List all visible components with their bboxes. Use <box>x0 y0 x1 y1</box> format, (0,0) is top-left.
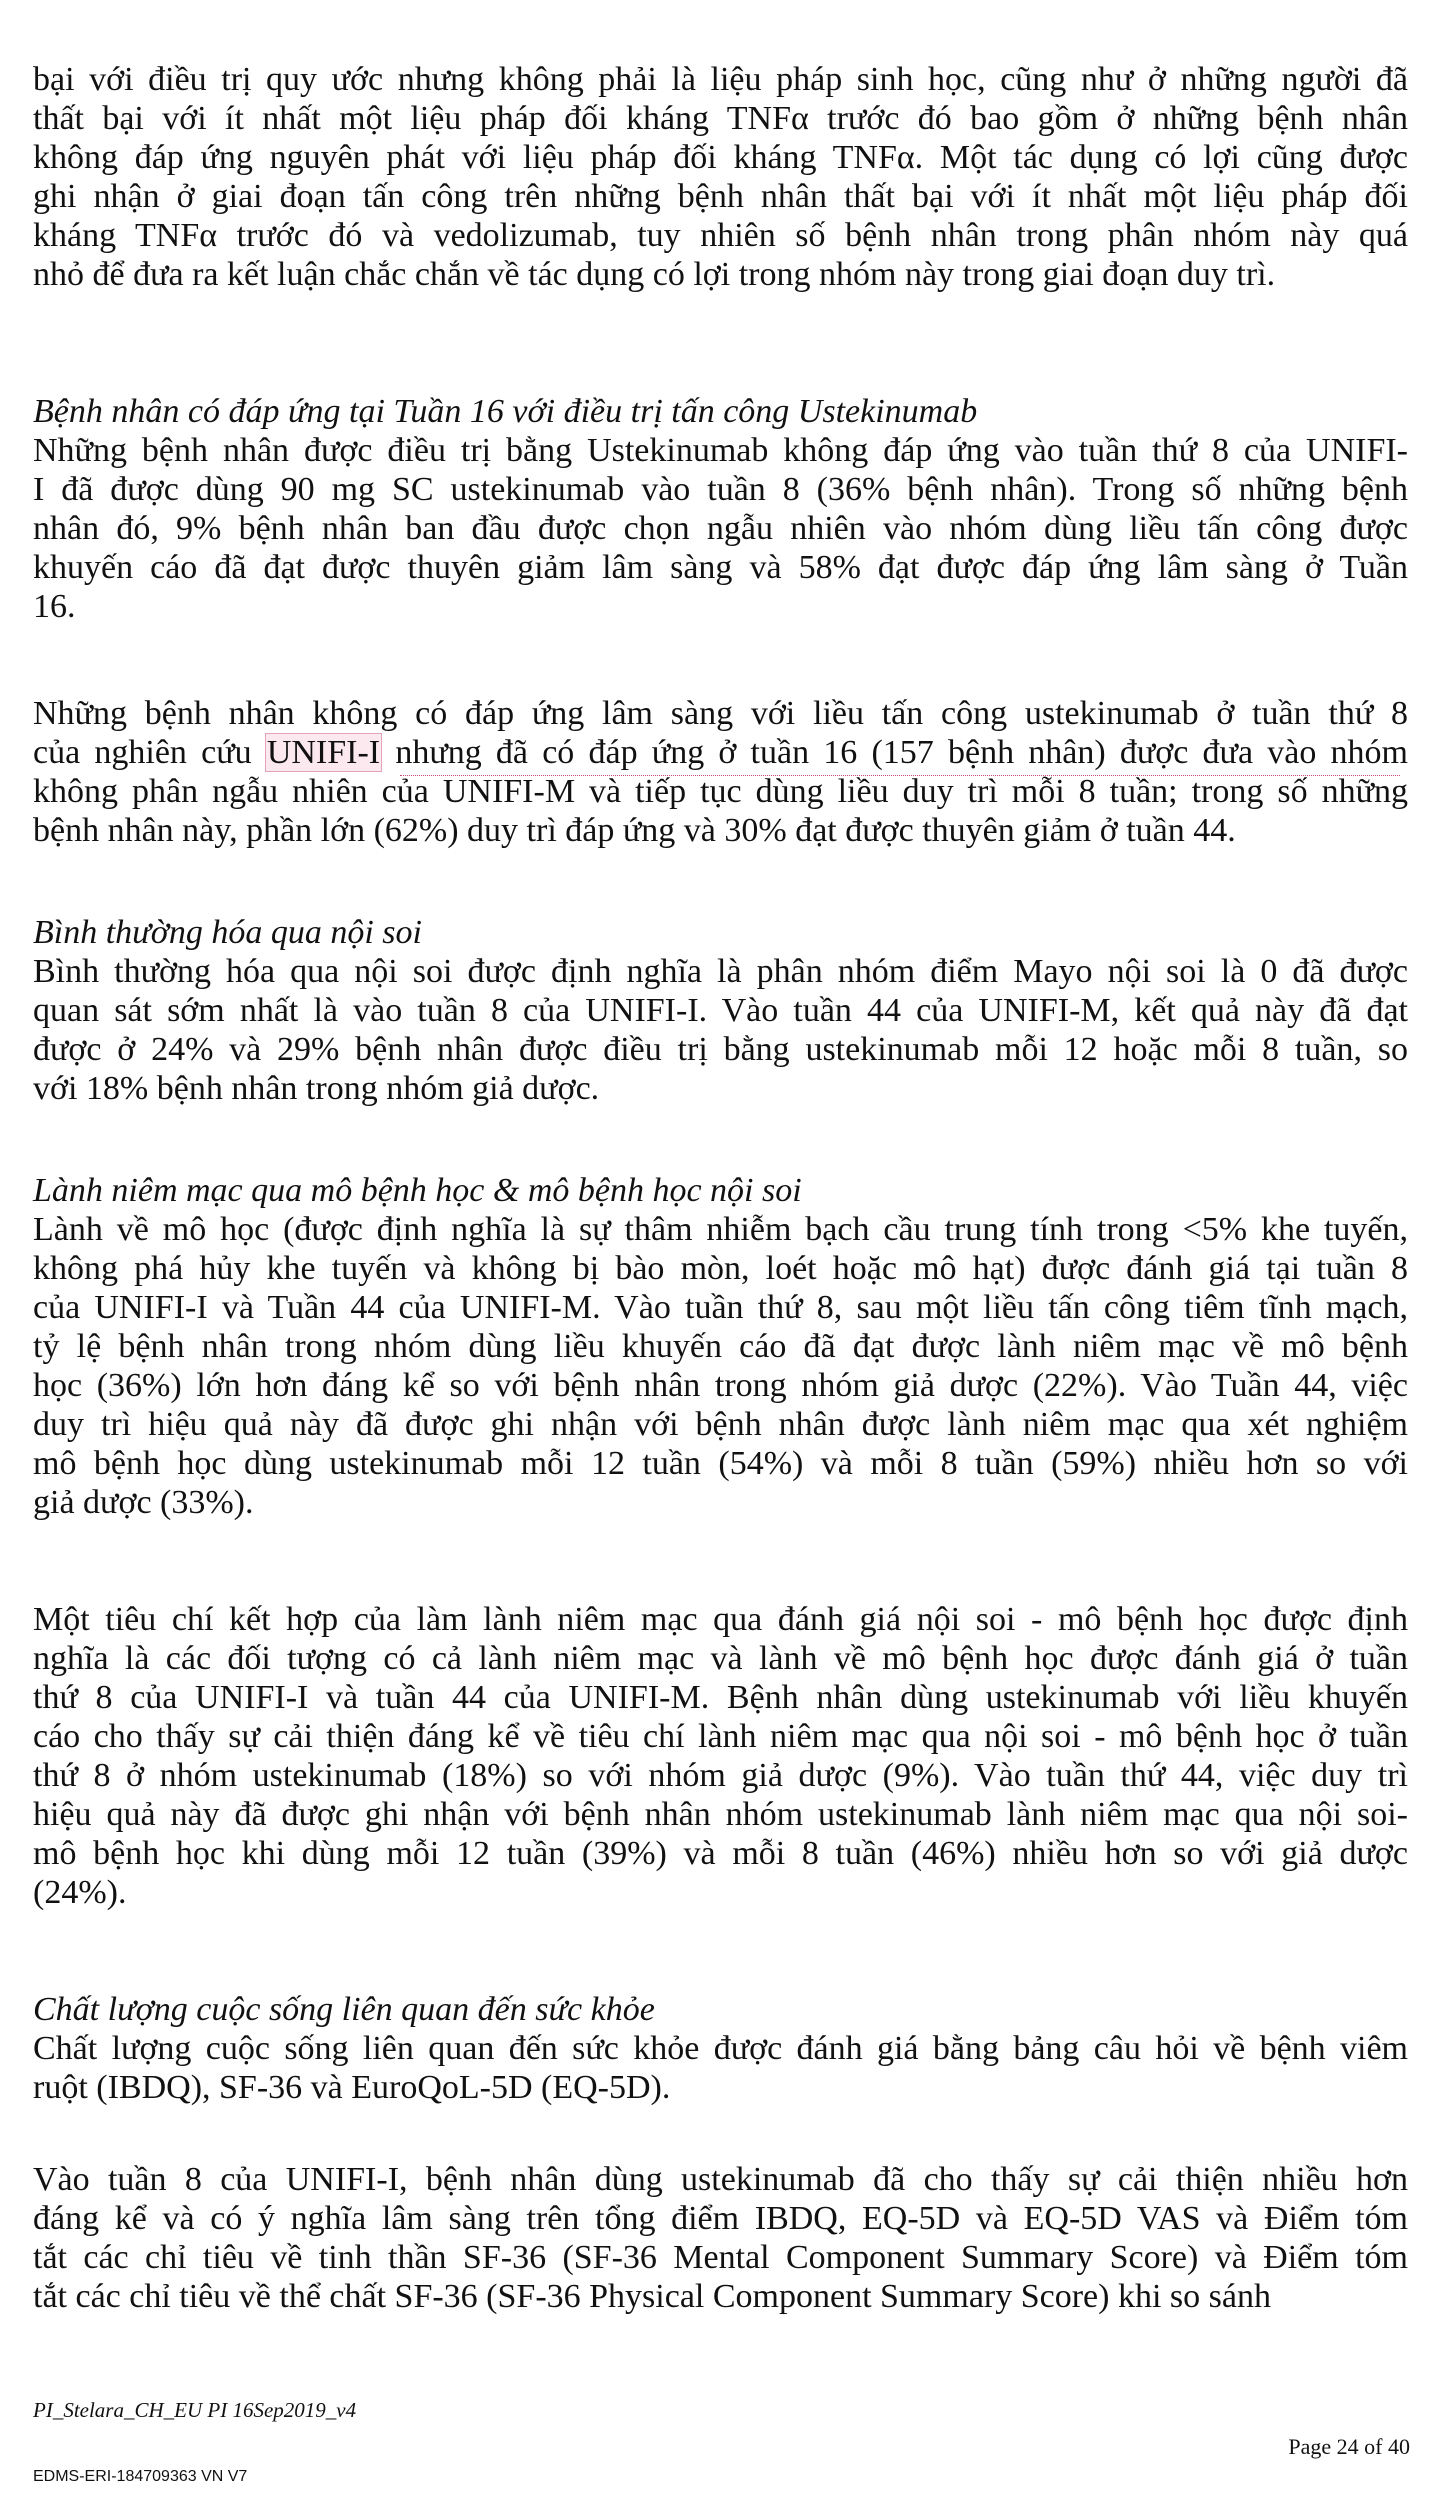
text-line: kháng TNFα trước đó và vedolizumab, tuy nhiên số bệnh nhân trong phân nhóm này quá <box>33 217 1408 254</box>
text-line: giả dược (33%). <box>33 1484 254 1521</box>
text-segment: nhưng đã có đáp ứng ở tuần 16 (157 bệnh nhân) được đưa vào nhóm <box>381 734 1408 771</box>
section-heading <box>33 1171 1408 1210</box>
section-heading <box>33 913 1408 952</box>
heading-text: Bệnh nhân có đáp ứng tại Tuần 16 với điều trị tấn công Ustekinumab <box>33 393 978 430</box>
text-line: không phá hủy khe tuyến và không bị bào mòn, loét hoặc mô hạt) được đánh giá tại tuần 8 <box>33 1250 1408 1287</box>
section-heading <box>33 1990 1408 2029</box>
text-line: Chất lượng cuộc sống liên quan đến sức khỏe được đánh giá bằng bảng câu hỏi về bệnh viêm <box>33 2030 1408 2067</box>
text-line: của UNIFI-I và Tuần 44 của UNIFI-M. Vào tuần thứ 8, sau một liều tấn công tiêm tĩnh mạch, <box>33 1289 1408 1326</box>
paragraph <box>33 952 1408 1108</box>
text-line: ghi nhận ở giai đoạn tấn công trên những bệnh nhân thất bại với ít nhất một liệu pháp đối <box>33 178 1408 215</box>
text-line: ruột (IBDQ), SF-36 và EuroQoL-5D (EQ-5D). <box>33 2069 671 2106</box>
text-line: mô bệnh học khi dùng mỗi 12 tuần (39%) và mỗi 8 tuần (46%) nhiều hơn so với giả dược <box>33 1835 1408 1872</box>
heading-text: Chất lượng cuộc sống liên quan đến sức khỏe <box>33 1991 655 2028</box>
text-line: nhỏ để đưa ra kết luận chắc chắn về tác dụng có lợi trong nhóm này trong giai đoạn duy trì. <box>33 256 1276 293</box>
text-line: nhân đó, 9% bệnh nhân ban đầu được chọn ngẫu nhiên vào nhóm dùng liều tấn công được <box>33 510 1408 547</box>
text-line: Những bệnh nhân không có đáp ứng lâm sàng với liều tấn công ustekinumab ở tuần thứ 8 <box>33 695 1408 732</box>
highlight-underline <box>400 775 1400 776</box>
paragraph <box>33 60 1408 294</box>
text-line: (24%). <box>33 1874 127 1911</box>
text-line: Lành về mô học (được định nghĩa là sự thâm nhiễm bạch cầu trung tính trong <5% khe tuyến, <box>33 1211 1408 1248</box>
text-line: I đã được dùng 90 mg SC ustekinumab vào tuần 8 (36% bệnh nhân). Trong số những bệnh <box>33 471 1408 508</box>
text-line: nghĩa là các đối tượng có cả lành niêm mạc và lành về mô bệnh học được đánh giá ở tuần <box>33 1640 1408 1677</box>
text-line: thứ 8 của UNIFI-I và tuần 44 của UNIFI-M. Bệnh nhân dùng ustekinumab với liều khuyến <box>33 1679 1408 1716</box>
text-line: tắt các chỉ tiêu về tinh thần SF-36 (SF-36 Mental Component Summary Score) và Điểm tóm <box>33 2239 1408 2276</box>
text-line: thứ 8 ở nhóm ustekinumab (18%) so với nhóm giả dược (9%). Vào tuần thứ 44, việc duy trì <box>33 1757 1408 1794</box>
heading-text: Bình thường hóa qua nội soi <box>33 914 422 951</box>
text-segment: của nghiên cứu <box>33 734 266 771</box>
text-line: hiệu quả này đã được ghi nhận với bệnh nhân nhóm ustekinumab lành niêm mạc qua nội soi- <box>33 1796 1408 1833</box>
text-line: Vào tuần 8 của UNIFI-I, bệnh nhân dùng ustekinumab đã cho thấy sự cải thiện nhiều hơn <box>33 2161 1408 2198</box>
footer-edms-code: EDMS-ERI-184709363 VN V7 <box>33 2468 248 2485</box>
text-line: Bình thường hóa qua nội soi được định nghĩa là phân nhóm điểm Mayo nội soi là 0 đã được <box>33 953 1408 990</box>
footer-document-id: PI_Stelara_CH_EU PI 16Sep2019_v4 <box>33 2398 357 2422</box>
text-line: 16. <box>33 588 76 625</box>
heading-text: Lành niêm mạc qua mô bệnh học & mô bệnh học nội soi <box>33 1172 802 1209</box>
highlighted-text[interactable]: UNIFI-I <box>266 734 381 771</box>
paragraph <box>33 431 1408 626</box>
text-line: bệnh nhân này, phần lớn (62%) duy trì đáp ứng và 30% đạt được thuyên giảm ở tuần 44. <box>33 812 1236 849</box>
text-line: mô bệnh học dùng ustekinumab mỗi 12 tuần (54%) và mỗi 8 tuần (59%) nhiều hơn so với <box>33 1445 1408 1482</box>
text-line: duy trì hiệu quả này đã được ghi nhận với bệnh nhân được lành niêm mạc qua xét nghiệm <box>33 1406 1408 1443</box>
text-line: thất bại với ít nhất một liệu pháp đối kháng TNFα trước đó bao gồm ở những bệnh nhân <box>33 100 1408 137</box>
text-line: đáng kể và có ý nghĩa lâm sàng trên tổng điểm IBDQ, EQ-5D và EQ-5D VAS và Điểm tóm <box>33 2200 1408 2237</box>
paragraph <box>33 1210 1408 1522</box>
text-line: học (36%) lớn hơn đáng kể so với bệnh nhân trong nhóm giả dược (22%). Vào Tuần 44, việc <box>33 1367 1408 1404</box>
footer-page-number: Page 24 of 40 <box>1288 2434 1410 2459</box>
text-line: Những bệnh nhân được điều trị bằng Ustekinumab không đáp ứng vào tuần thứ 8 của UNIFI- <box>33 432 1408 469</box>
text-line: với 18% bệnh nhân trong nhóm giả dược. <box>33 1070 600 1107</box>
paragraph <box>33 1600 1408 1912</box>
text-line: không phân ngẫu nhiên của UNIFI-M và tiếp tục dùng liều duy trì mỗi 8 tuần; trong số những <box>33 773 1408 810</box>
paragraph <box>33 2160 1408 2316</box>
text-line: không đáp ứng nguyên phát với liệu pháp đối kháng TNFα. Một tác dụng có lợi cũng được <box>33 139 1408 176</box>
text-line: cáo cho thấy sự cải thiện đáng kể về tiêu chí lành niêm mạc qua nội soi - mô bệnh học ở tuần <box>33 1718 1408 1755</box>
text-line: khuyến cáo đã đạt được thuyên giảm lâm sàng và 58% đạt được đáp ứng lâm sàng ở Tuần <box>33 549 1408 586</box>
text-line: tỷ lệ bệnh nhân trong nhóm dùng liều khuyến cáo đã đạt được lành niêm mạc về mô bệnh <box>33 1328 1408 1365</box>
text-line: được ở 24% và 29% bệnh nhân được điều trị bằng ustekinumab mỗi 12 hoặc mỗi 8 tuần, so <box>33 1031 1408 1068</box>
text-line: Một tiêu chí kết hợp của làm lành niêm mạc qua đánh giá nội soi - mô bệnh học được định <box>33 1601 1408 1638</box>
text-line: quan sát sớm nhất là vào tuần 8 của UNIFI-I. Vào tuần 44 của UNIFI-M, kết quả này đã đạt <box>33 992 1408 1029</box>
text-line: tắt các chỉ tiêu về thể chất SF-36 (SF-36 Physical Component Summary Score) khi so sánh <box>33 2278 1271 2315</box>
text-line: bại với điều trị quy ước nhưng không phải là liệu pháp sinh học, cũng như ở những người đã <box>33 61 1408 98</box>
text-line <box>33 733 1408 772</box>
paragraph <box>33 694 1408 850</box>
section-heading <box>33 392 1408 431</box>
paragraph <box>33 2029 1408 2107</box>
